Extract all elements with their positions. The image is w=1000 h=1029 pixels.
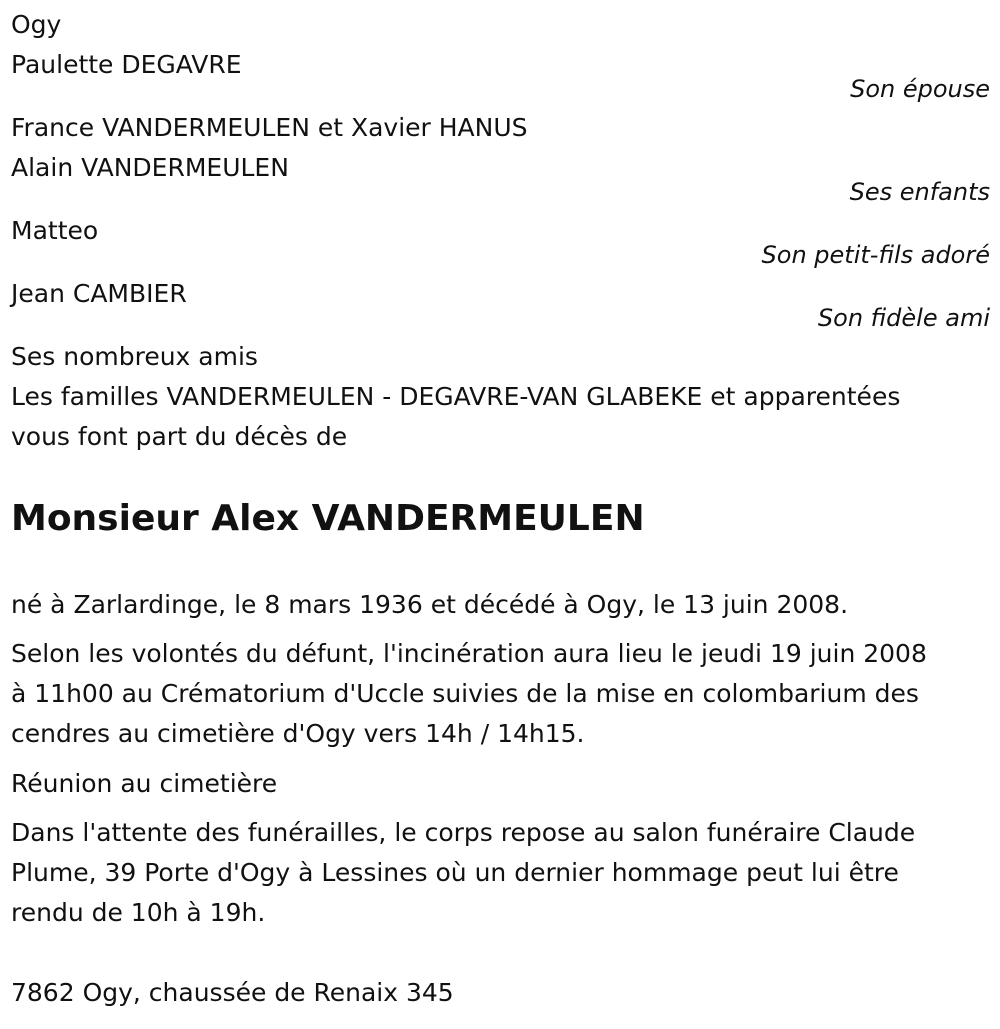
birth-death-line: né à Zarlardinge, le 8 mars 1936 et décédé à Ogy, le 13 juin 2008. [11,590,849,619]
viewing-line: Plume, 39 Porte d'Ogy à Lessines où un dernier hommage peut lui être [11,858,899,887]
mourner-role: Ses enfants [849,178,990,206]
location-header: Ogy [11,10,62,39]
mourner-name: Jean CAMBIER [11,279,187,308]
viewing-line: Dans l'attente des funérailles, le corps repose au salon funéraire Claude [11,818,916,847]
mourner-name: Paulette DEGAVRE [11,50,242,79]
mourner-name: Alain VANDERMEULEN [11,153,289,182]
announcement-line: Ses nombreux amis [11,342,258,371]
mourner-name: Matteo [11,216,99,245]
ceremony-line: Selon les volontés du défunt, l'incinération aura lieu le jeudi 19 juin 2008 [11,639,927,668]
ceremony-line: à 11h00 au Crématorium d'Uccle suivies de la mise en colombarium des [11,679,919,708]
announcement-line: Les familles VANDERMEULEN - DEGAVRE-VAN GLABEKE et apparentées [11,382,901,411]
ceremony-line: cendres au cimetière d'Ogy vers 14h / 14h15. [11,719,585,748]
mourner-role: Son fidèle ami [817,304,990,332]
mourner-name: France VANDERMEULEN et Xavier HANUS [11,113,528,142]
viewing-line: rendu de 10h à 19h. [11,898,266,927]
meeting-line: Réunion au cimetière [11,769,278,798]
mourner-role: Son épouse [850,75,990,103]
announcement-line: vous font part du décès de [11,422,348,451]
address-line: 7862 Ogy, chaussée de Renaix 345 [11,978,454,1007]
deceased-name: Monsieur Alex VANDERMEULEN [11,498,645,539]
mourner-role: Son petit-fils adoré [761,241,990,269]
